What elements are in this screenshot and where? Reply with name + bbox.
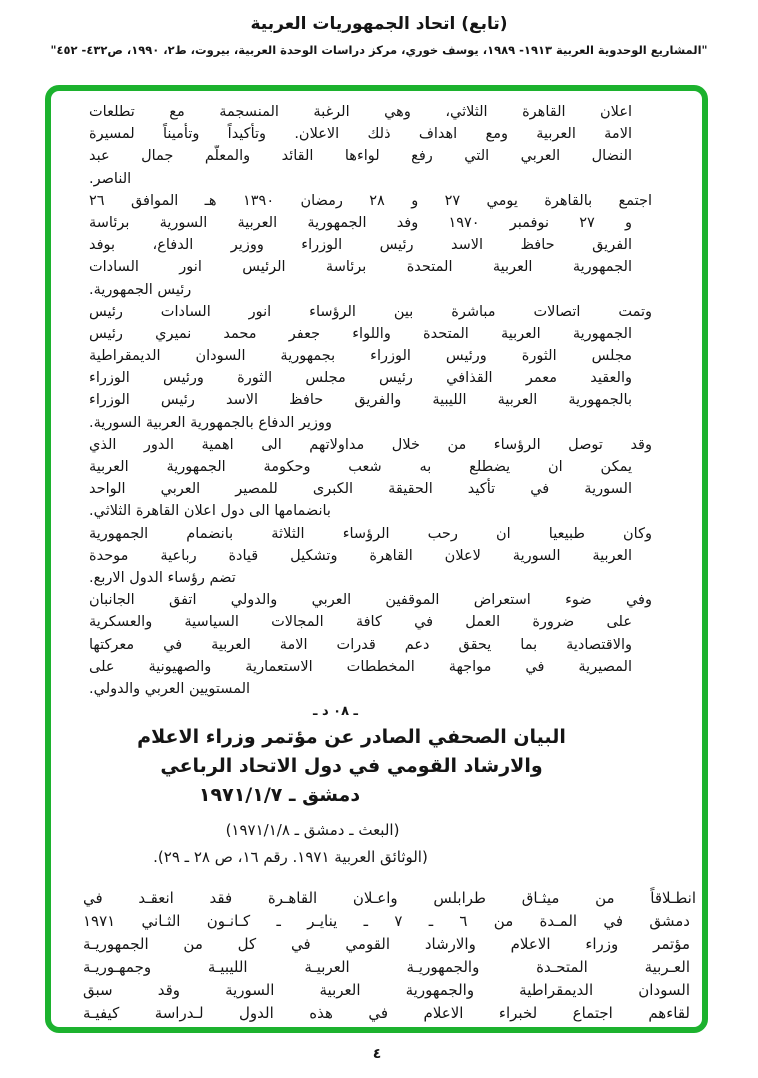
press-release-heading bbox=[80, 723, 623, 810]
text-line: و ٢٧ نوفمبر ١٩٧٠ وفد الجمهورية العربية السورية برئاسة bbox=[89, 214, 632, 231]
text-line: النضال العربي التي رفع لواءها القائد والمعلّم جمال عبد bbox=[89, 148, 632, 165]
text-line: بانضمامها الى دول اعلان القاهرة الثلاثي. bbox=[89, 503, 331, 520]
page-header bbox=[0, 0, 758, 57]
text-line: على ضرورة العمل في كافة المجالات السياسية والعسكرية bbox=[89, 614, 632, 631]
text-line: وقد توصل الرؤساء من خلال مداولاتهم الى اهمية الدور الذي bbox=[89, 436, 652, 453]
text-line: السودان الديمقراطية والجمهورية العربية السورية وقد سبق bbox=[83, 981, 690, 1000]
text-line: اجتمع بالقاهرة يومي ٢٧ و ٢٨ رمضان ١٣٩٠ هـ الموافق ٢٦ bbox=[89, 192, 652, 209]
text-line: تضم رؤساء الدول الاربع. bbox=[89, 569, 236, 586]
citation-block bbox=[89, 817, 632, 870]
text-line: دمشق في المـدة من ٦ ـ ٧ ـ ينايـر ـ كـانـون الثـاني ١٩٧١ bbox=[83, 912, 690, 931]
text-line: المستويين العربي والدولي. bbox=[89, 680, 251, 697]
text-line: وفي ضوء استعراض الموقفين العربي والدولي اتفق الجانبان bbox=[89, 592, 652, 609]
text-line: الناصر. bbox=[89, 170, 132, 187]
text-line: الامة العربية ومع اهداف ذلك الاعلان. وتأكيداً وتأميناً لمسيرة bbox=[89, 126, 632, 143]
source-citation-subtitle: "المشاريع الوحدوية العربية ١٩١٣- ١٩٨٩، يوسف خوري، مركز دراسات الوحدة العربية، بيروت، ط٢، ١٩٩٠، ص٤٣٢- ٤٥٢" bbox=[50, 43, 708, 57]
paragraph bbox=[89, 434, 652, 523]
text-line: انطـلاقاً من ميثـاق طرابلس واعـلان القاهـرة فقد انعقـد في bbox=[83, 889, 696, 908]
text-line: مؤتمر وزراء الاعلام والارشاد القومي في كل من الجمهوريـة bbox=[83, 935, 690, 954]
text-line: يمكن ان يضطلع به شعب وحكومة الجمهورية العربية bbox=[89, 459, 632, 475]
heading-line-2: والارشاد القومي في دول الاتحاد الرباعي bbox=[160, 755, 543, 778]
paragraph bbox=[83, 887, 696, 1025]
section-divider bbox=[64, 703, 607, 721]
text-line: والاقتصادية بما يحقق دعم قدرات الامة العربية في معركتها bbox=[89, 636, 632, 653]
text-line: وتمت اتصالات مباشرة بين الرؤساء انور السادات رئيس bbox=[89, 303, 652, 320]
text-line: لقاءهم اجتماع لخبراء الاعلام في هذه الدول لـدراسة كيفيـة bbox=[83, 1004, 690, 1023]
document-title: (تابع) اتحاد الجمهوريات العربية bbox=[250, 14, 508, 34]
text-line: العـربية المتحـدة والجمهوريـة العربيـة الليبيـة وجمهـوريـة bbox=[83, 958, 690, 977]
citation-line-1: (البعث ـ دمشق ـ ١٩٧١/١/٨) bbox=[225, 821, 400, 840]
paragraph bbox=[89, 301, 652, 434]
text-line: اعلان القاهرة الثلاثي، وهي الرغبة المنسجمة مع تطلعات bbox=[89, 104, 632, 120]
text-line: وكان طبيعيا ان رحب الرؤساء الثلاثة بانضمام الجمهورية bbox=[89, 525, 652, 542]
paragraph bbox=[89, 190, 652, 301]
text-line: بالجمهورية العربية الليبية والفريق حافظ الاسد رئيس الوزراء bbox=[89, 392, 632, 409]
paragraph bbox=[89, 589, 652, 700]
heading-line-1: البيان الصحفي الصادر عن مؤتمر وزراء الاعلام bbox=[137, 726, 566, 749]
page-number: ٤ bbox=[372, 1046, 382, 1062]
paragraph bbox=[89, 101, 632, 190]
citation-line-2: (الوثائق العربية ١٩٧١. رقم ١٦، ص ٢٨ ـ ٢٩). bbox=[153, 847, 428, 866]
text-line: مجلس الثورة ورئيس الوزراء بجمهورية السودان الديمقراطية bbox=[89, 348, 632, 365]
text-line: الفريق حافظ الاسد رئيس الوزراء ووزير الدفاع، بوفد bbox=[89, 237, 632, 254]
body-section-2 bbox=[83, 887, 696, 1025]
text-line: الجمهورية العربية المتحدة واللواء جعفر محمد نميري رئيس bbox=[89, 325, 632, 342]
text-line: المصيرية في مواجهة المخططات الاستعمارية والصهيونية على bbox=[89, 658, 632, 675]
body-section-1 bbox=[89, 101, 652, 700]
divider-label: ـ د ٠٨ ـ bbox=[312, 704, 358, 720]
text-line: الجمهورية العربية المتحدة برئاسة الرئيس انور السادات bbox=[89, 259, 632, 276]
document-body bbox=[51, 91, 702, 1027]
text-line: رئيس الجمهورية. bbox=[89, 281, 192, 298]
green-border-frame bbox=[45, 85, 708, 1033]
text-line: السورية في تأكيد الحقيقة الكبرى للمصير العربي الواحد bbox=[89, 481, 632, 498]
text-line: ووزير الدفاع بالجمهورية العربية السورية. bbox=[89, 414, 333, 431]
text-line: العربية السورية لاعلان القاهرة وتشكيل قيادة رباعية موحدة bbox=[89, 547, 632, 564]
heading-line-3: دمشق ـ ١٩٧١/١/٧ bbox=[198, 784, 361, 807]
text-line: والعقيد معمر القذافي رئيس مجلس الثورة ورئيس الوزراء bbox=[89, 370, 632, 387]
paragraph bbox=[89, 523, 652, 590]
